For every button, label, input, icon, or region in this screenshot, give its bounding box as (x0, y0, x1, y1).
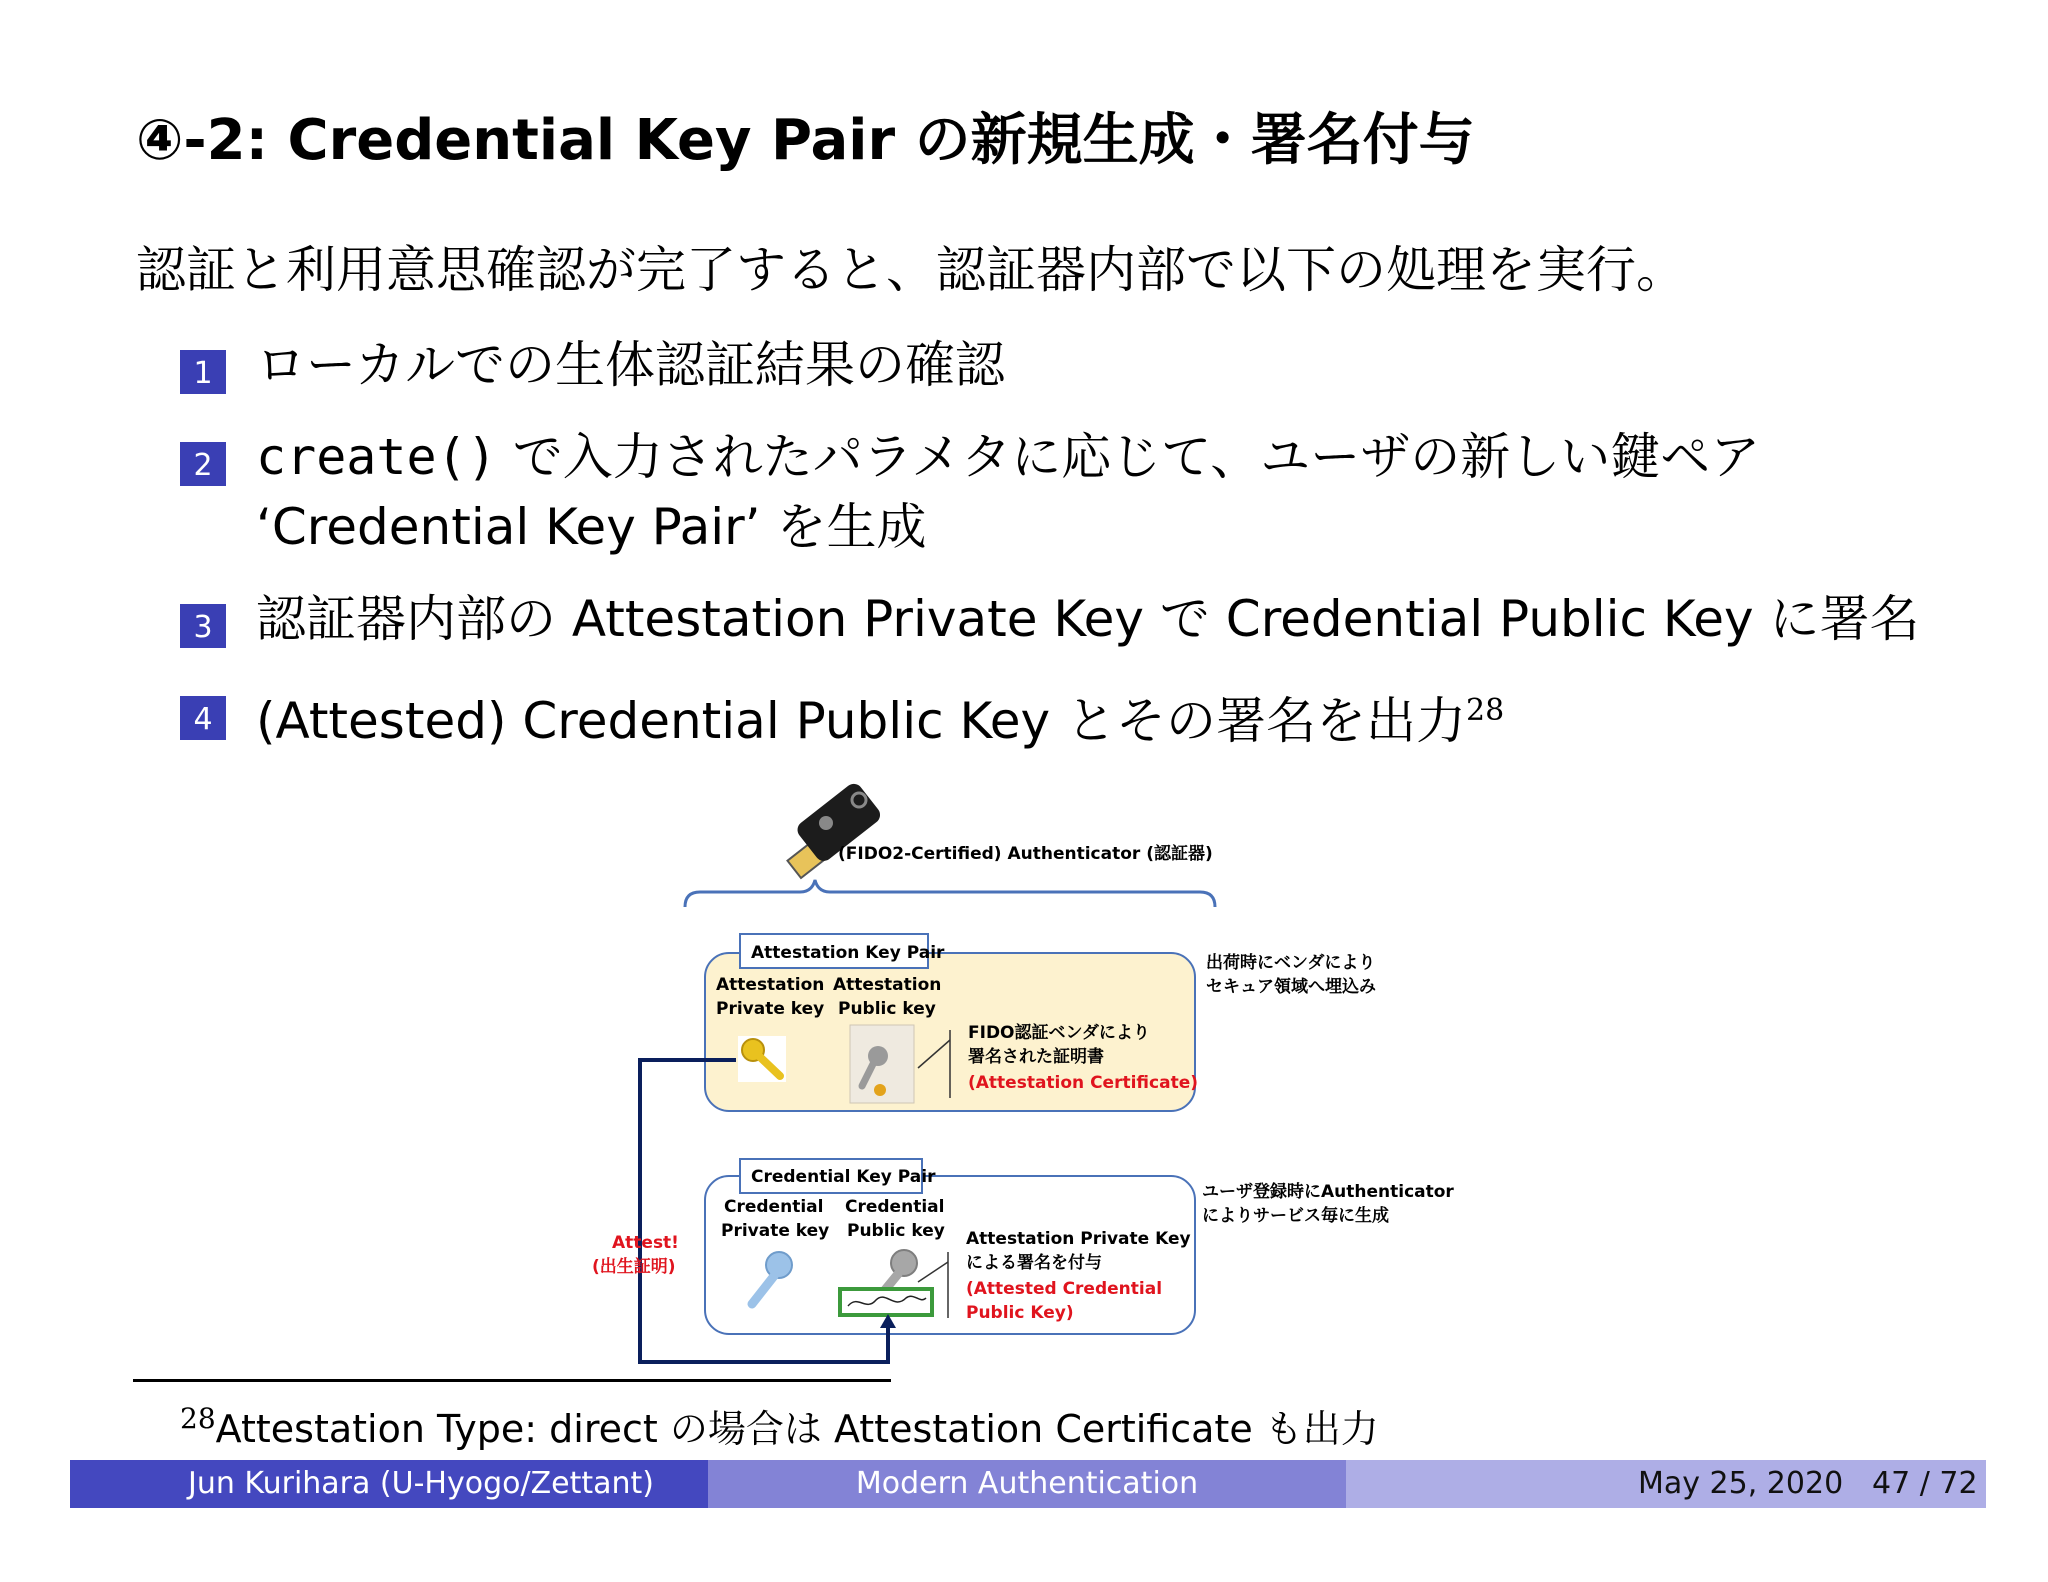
attestation-public-label: Attestation (833, 975, 942, 995)
attest-label: (出生証明) (592, 1257, 676, 1277)
attest-label: Attest! (612, 1233, 679, 1253)
attestation-pair-title: Attestation Key Pair (751, 943, 945, 963)
credential-pair-title: Credential Key Pair (751, 1167, 936, 1187)
list-item-continuation: ‘Credential Key Pair’ を生成 (256, 498, 927, 556)
credential-private-label: Private key (721, 1221, 830, 1241)
footer-date: May 25, 2020 (1638, 1466, 1844, 1501)
footnote (180, 1398, 1379, 1453)
attestation-side-note: 出荷時にベンダにより (1206, 953, 1376, 973)
list-item-text: で入力されたパラメタに応じて、ユーザの新しい鍵ペア (496, 428, 1761, 486)
intro-text: 認証と利用意思確認が完了すると、認証器内部で以下の処理を実行。 (136, 241, 1686, 299)
cert-label-red: (Attestation Certificate) (968, 1073, 1198, 1093)
footnote-rule (133, 1379, 891, 1382)
signature-label: Attestation Private Key (966, 1229, 1191, 1249)
cert-label: FIDO認証ベンダにより (968, 1023, 1150, 1043)
credential-public-label: Public key (847, 1221, 945, 1241)
attestation-private-label: Private key (716, 999, 825, 1019)
item-number: 2 (180, 442, 226, 486)
credential-public-label: Credential (845, 1197, 945, 1217)
footer-info (1346, 1460, 1986, 1508)
attestation-public-label: Public key (838, 999, 936, 1019)
attestation-private-label: Attestation (716, 975, 825, 995)
signature-label-red: (Attested Credential (966, 1279, 1163, 1299)
item-number: 4 (180, 696, 226, 740)
signature-label-red: Public Key) (966, 1303, 1074, 1323)
footnote-text: Attestation Type: direct の場合は Attestation Certificate も出力 (215, 1407, 1379, 1451)
credential-side-note: によりサービス毎に生成 (1202, 1206, 1389, 1226)
footer-author (70, 1460, 708, 1508)
credential-private-label: Credential (724, 1197, 824, 1217)
list-item: 認証器内部の Attestation Private Key で Credential Public Key に署名 (256, 590, 1920, 648)
list-item-text: (Attested) Credential Public Key とその署名を出力 (256, 692, 1467, 750)
attestation-side-note: セキュア領域へ埋込み (1206, 977, 1376, 997)
footer-talk-text: Modern Authentication (855, 1466, 1199, 1501)
footer-author-text: Jun Kurihara (U-Hyogo/Zettant) (188, 1466, 654, 1501)
gold-key-icon (738, 1036, 786, 1082)
cert-label: 署名された証明書 (968, 1047, 1104, 1067)
credential-side-note: ユーザ登録時にAuthenticator (1202, 1182, 1454, 1202)
footer-talk (708, 1460, 1346, 1508)
footnote-ref: 28 (1466, 693, 1505, 728)
authenticator-bracket (685, 880, 1215, 907)
authenticator-label: (FIDO2-Certified) Authenticator (認証器) (838, 844, 1213, 864)
slide-title: ④-2: Credential Key Pair の新規生成・署名付与 (136, 108, 1475, 173)
code-create: create() (256, 428, 497, 486)
signature-label: による署名を付与 (966, 1253, 1102, 1273)
certificate-icon (850, 1025, 914, 1103)
item-number: 1 (180, 350, 226, 394)
footnote-number: 28 (180, 1402, 216, 1435)
page-number: 47 / 72 (1872, 1466, 1978, 1501)
list-item: ローカルでの生体認証結果の確認 (256, 336, 1005, 394)
item-number: 3 (180, 604, 226, 648)
